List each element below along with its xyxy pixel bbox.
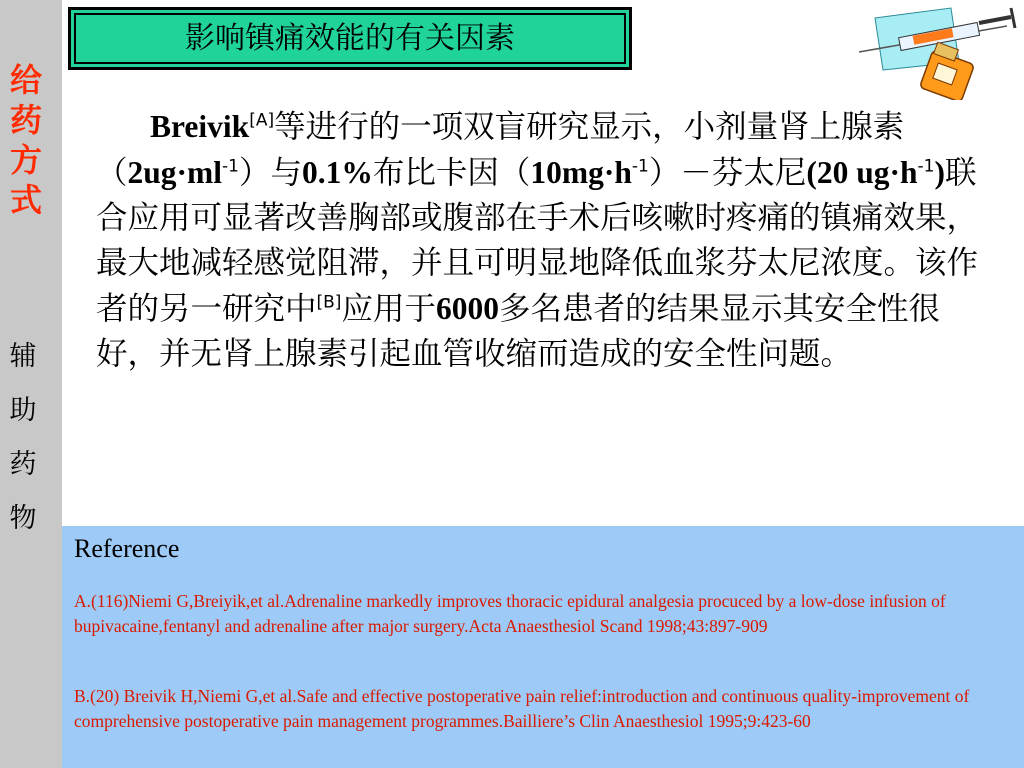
body-text-segment: 联合应用可显著改善胸部或腹部在手术后咳嗽时疼痛的镇痛效果，最大地减轻感觉阻滞，并且可明显地降低血浆芬太尼浓度。该作者的另一研究中 [96,155,979,327]
body-paragraph [96,104,986,377]
sidebar-title-char: 式 [9,181,42,219]
sidebar-title-char: 方 [9,141,42,179]
dose-exponent: -1 [631,156,649,177]
body-text-segment: 等进行的一项双盲研究显示，小剂量肾上腺素（ [96,109,905,191]
reference-heading: Reference [74,534,180,563]
sidebar-subtitle [0,330,46,546]
dose-value: 10mg·h [530,155,632,190]
slide-title: 影响镇痛效能的有关因素 [185,21,515,56]
sidebar [0,0,62,768]
dose-value: (20 ug·h [806,155,918,190]
reference-item: A.(116)Niemi G,Breiyik,et al.Adrenaline markedly improves thoracic epidural analgesia procuced by a low-dose infusion of bupivacaine,fentanyl and adrenaline after major surgery.Acta Anaesthesiol Scand 1998;43:897-909 [74,591,946,636]
sidebar-subtitle-char: 助 [9,395,37,426]
sidebar-subtitle-char: 物 [9,503,37,534]
slide-title-box [68,7,632,70]
syringe-and-vial-icon [855,4,1024,100]
patient-count: 6000 [435,291,499,326]
sidebar-title-char: 给 [9,61,42,99]
sidebar-title [0,60,52,220]
body-text-segment: ）与 [238,155,302,191]
reference-panel [62,526,1024,768]
body-text-segment: 多名患者的结果显示其安全性很好，并无肾上腺素引起血管收缩而造成的安全性问题。 [96,291,940,372]
reference-item: B.(20) Breivik H,Niemi G,et al.Safe and effective postoperative pain relief:introduction and continuous quality-improvement of comprehensive postoperative pain management programmes.Bailliere’s Clin Anaesthesiol 1995;9:423-60 [74,686,970,731]
body-text-segment: 应用于 [341,291,436,327]
citation-a: [A] [249,110,275,131]
concentration-value: 0.1% [302,155,373,190]
author-name: Breivik [150,109,250,144]
sidebar-subtitle-char: 药 [9,449,37,480]
body-text-segment: ）－芬太尼 [648,155,807,191]
dose-exponent: -1 [917,156,935,177]
dose-value: 2ug·ml [127,155,223,190]
body-text-segment: 布比卡因（ [372,155,531,191]
sidebar-title-char: 药 [9,101,42,139]
sidebar-subtitle-char: 辅 [9,341,37,372]
dose-value-end: ) [934,155,945,190]
citation-b: [B] [316,292,342,313]
dose-exponent: -1 [222,156,239,177]
